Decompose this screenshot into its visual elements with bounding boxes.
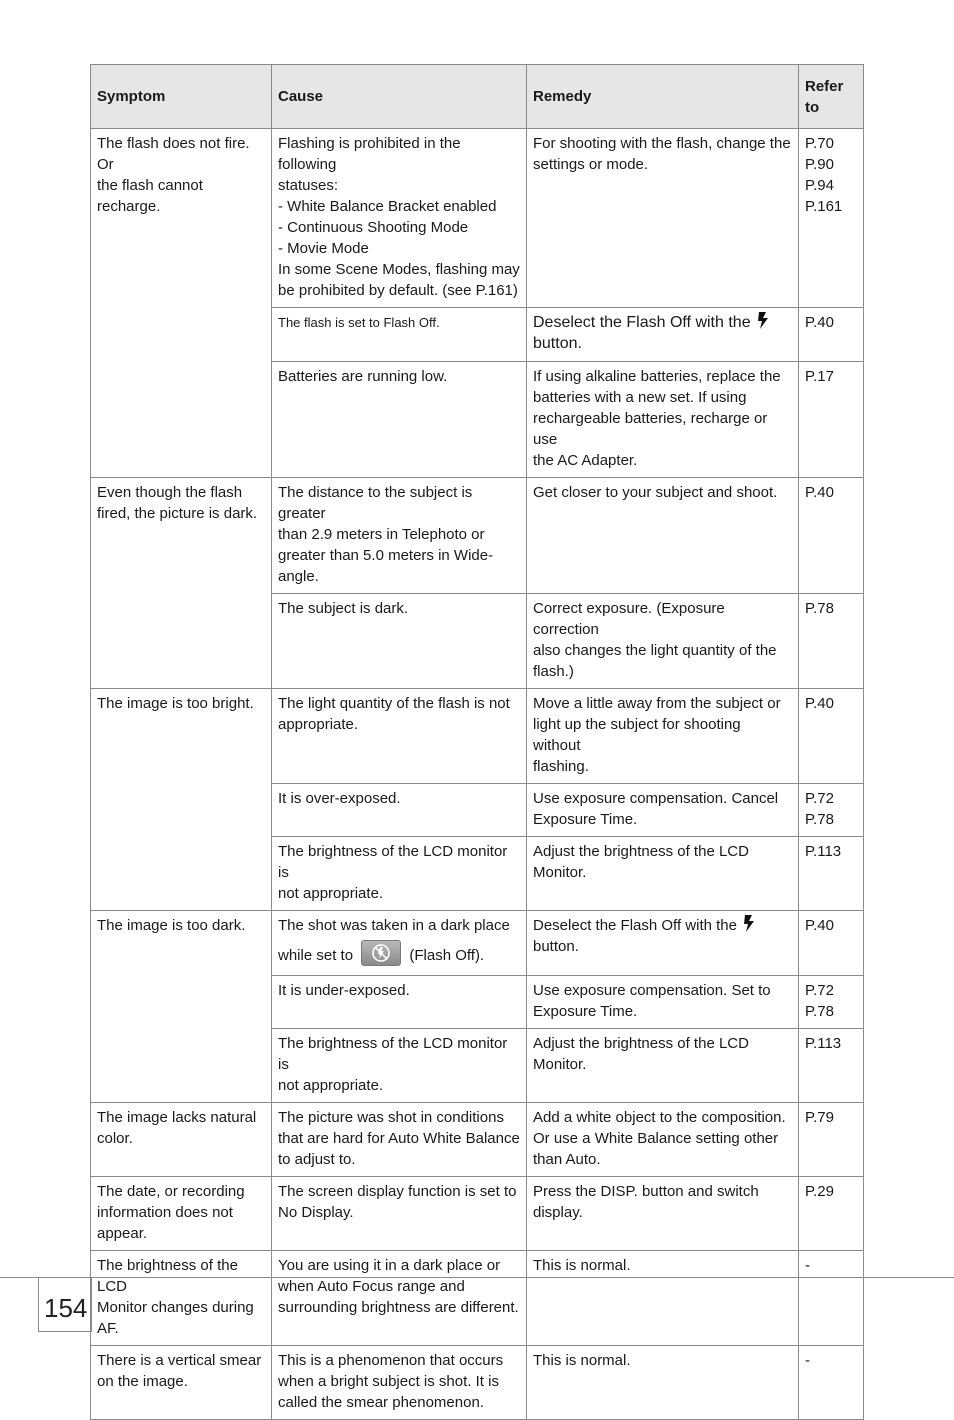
- cause-cell: It is under-exposed.: [272, 976, 527, 1029]
- refer-cell: P.17: [799, 362, 864, 478]
- remedy-cell: Adjust the brightness of the LCD Monitor.: [527, 1029, 799, 1103]
- table-row: [91, 689, 864, 784]
- refer-cell: P.72 P.78: [799, 976, 864, 1029]
- header-refer-to: Refer to: [799, 65, 864, 129]
- cause-cell: The light quantity of the flash is not appropriate.: [272, 689, 527, 784]
- cause-cell: The subject is dark.: [272, 594, 527, 689]
- refer-cell: P.40: [799, 478, 864, 594]
- remedy-cell: If using alkaline batteries, replace the batteries with a new set. If using rechargeable batteries, recharge or use the AC Adapter.: [527, 362, 799, 478]
- table-row: [91, 1177, 864, 1251]
- table-row: [91, 1251, 864, 1346]
- cause-cell: The screen display function is set to No Display.: [272, 1177, 527, 1251]
- refer-cell: P.72 P.78: [799, 784, 864, 837]
- symptom-cell: The image is too dark.: [91, 911, 272, 1103]
- symptom-cell: The flash does not fire. Or the flash cannot recharge.: [91, 129, 272, 478]
- header-symptom: Symptom: [91, 65, 272, 129]
- table-row: [91, 478, 864, 594]
- remedy-cell: Adjust the brightness of the LCD Monitor.: [527, 837, 799, 911]
- remedy-cell: Get closer to your subject and shoot.: [527, 478, 799, 594]
- remedy-cell: This is normal.: [527, 1346, 799, 1420]
- remedy-cell: For shooting with the flash, change the settings or mode.: [527, 129, 799, 308]
- troubleshooting-table: [90, 64, 864, 1420]
- symptom-cell: The image is too bright.: [91, 689, 272, 911]
- header-cause: Cause: [272, 65, 527, 129]
- table-row: [91, 911, 864, 976]
- cause-cell: The flash is set to Flash Off.: [272, 308, 527, 362]
- flash-off-icon: [361, 940, 401, 966]
- flash-icon: [743, 915, 755, 932]
- flash-icon: [757, 312, 769, 329]
- symptom-cell: Even though the flash fired, the picture is dark.: [91, 478, 272, 689]
- refer-cell: P.79: [799, 1103, 864, 1177]
- cause-cell: This is a phenomenon that occurs when a bright subject is shot. It is called the smear phenomenon.: [272, 1346, 527, 1420]
- refer-cell: P.113: [799, 1029, 864, 1103]
- symptom-cell: There is a vertical smear on the image.: [91, 1346, 272, 1420]
- table-row: [91, 1346, 864, 1420]
- refer-cell: P.78: [799, 594, 864, 689]
- header-remedy: Remedy: [527, 65, 799, 129]
- footer-divider: [0, 1277, 954, 1278]
- remedy-cell: Deselect the Flash Off with the button.: [527, 308, 799, 362]
- cause-cell: Batteries are running low.: [272, 362, 527, 478]
- table-header-row: [91, 65, 864, 129]
- cause-cell: The brightness of the LCD monitor is not appropriate.: [272, 1029, 527, 1103]
- refer-cell: P.70 P.90 P.94 P.161: [799, 129, 864, 308]
- table-row: [91, 1103, 864, 1177]
- refer-cell: P.29: [799, 1177, 864, 1251]
- refer-cell: P.40: [799, 911, 864, 976]
- remedy-cell: This is normal.: [527, 1251, 799, 1346]
- cause-cell: The brightness of the LCD monitor is not appropriate.: [272, 837, 527, 911]
- remedy-cell: Add a white object to the composition. Or use a White Balance setting other than Auto.: [527, 1103, 799, 1177]
- refer-cell: P.113: [799, 837, 864, 911]
- cause-cell: It is over-exposed.: [272, 784, 527, 837]
- cause-cell: You are using it in a dark place or when Auto Focus range and surrounding brightness are different.: [272, 1251, 527, 1346]
- symptom-cell: The date, or recording information does not appear.: [91, 1177, 272, 1251]
- table-row: [91, 129, 864, 308]
- cause-cell: The picture was shot in conditions that are hard for Auto White Balance to adjust to.: [272, 1103, 527, 1177]
- symptom-cell: The image lacks natural color.: [91, 1103, 272, 1177]
- remedy-cell: Use exposure compensation. Set to Exposure Time.: [527, 976, 799, 1029]
- remedy-cell: Move a little away from the subject or light up the subject for shooting without flashing.: [527, 689, 799, 784]
- cause-cell: The shot was taken in a dark place while set to (Flash Off).: [272, 911, 527, 976]
- refer-cell: P.40: [799, 689, 864, 784]
- remedy-cell: Correct exposure. (Exposure correction also changes the light quantity of the flash.): [527, 594, 799, 689]
- symptom-cell: The brightness of the LCD Monitor changes during AF.: [91, 1251, 272, 1346]
- refer-cell: -: [799, 1346, 864, 1420]
- cause-cell: Flashing is prohibited in the following statuses: - White Balance Bracket enabled - Continuous Shooting Mode - Movie Mode In some Scene Modes, flashing may be prohibited by default. (see P.161): [272, 129, 527, 308]
- remedy-cell: Use exposure compensation. Cancel Exposure Time.: [527, 784, 799, 837]
- page-number: 154: [44, 1293, 88, 1323]
- remedy-cell: Deselect the Flash Off with the button.: [527, 911, 799, 976]
- remedy-cell: Press the DISP. button and switch display.: [527, 1177, 799, 1251]
- refer-cell: P.40: [799, 308, 864, 362]
- cause-cell: The distance to the subject is greater than 2.9 meters in Telephoto or greater than 5.0 meters in Wide- angle.: [272, 478, 527, 594]
- refer-cell: -: [799, 1251, 864, 1346]
